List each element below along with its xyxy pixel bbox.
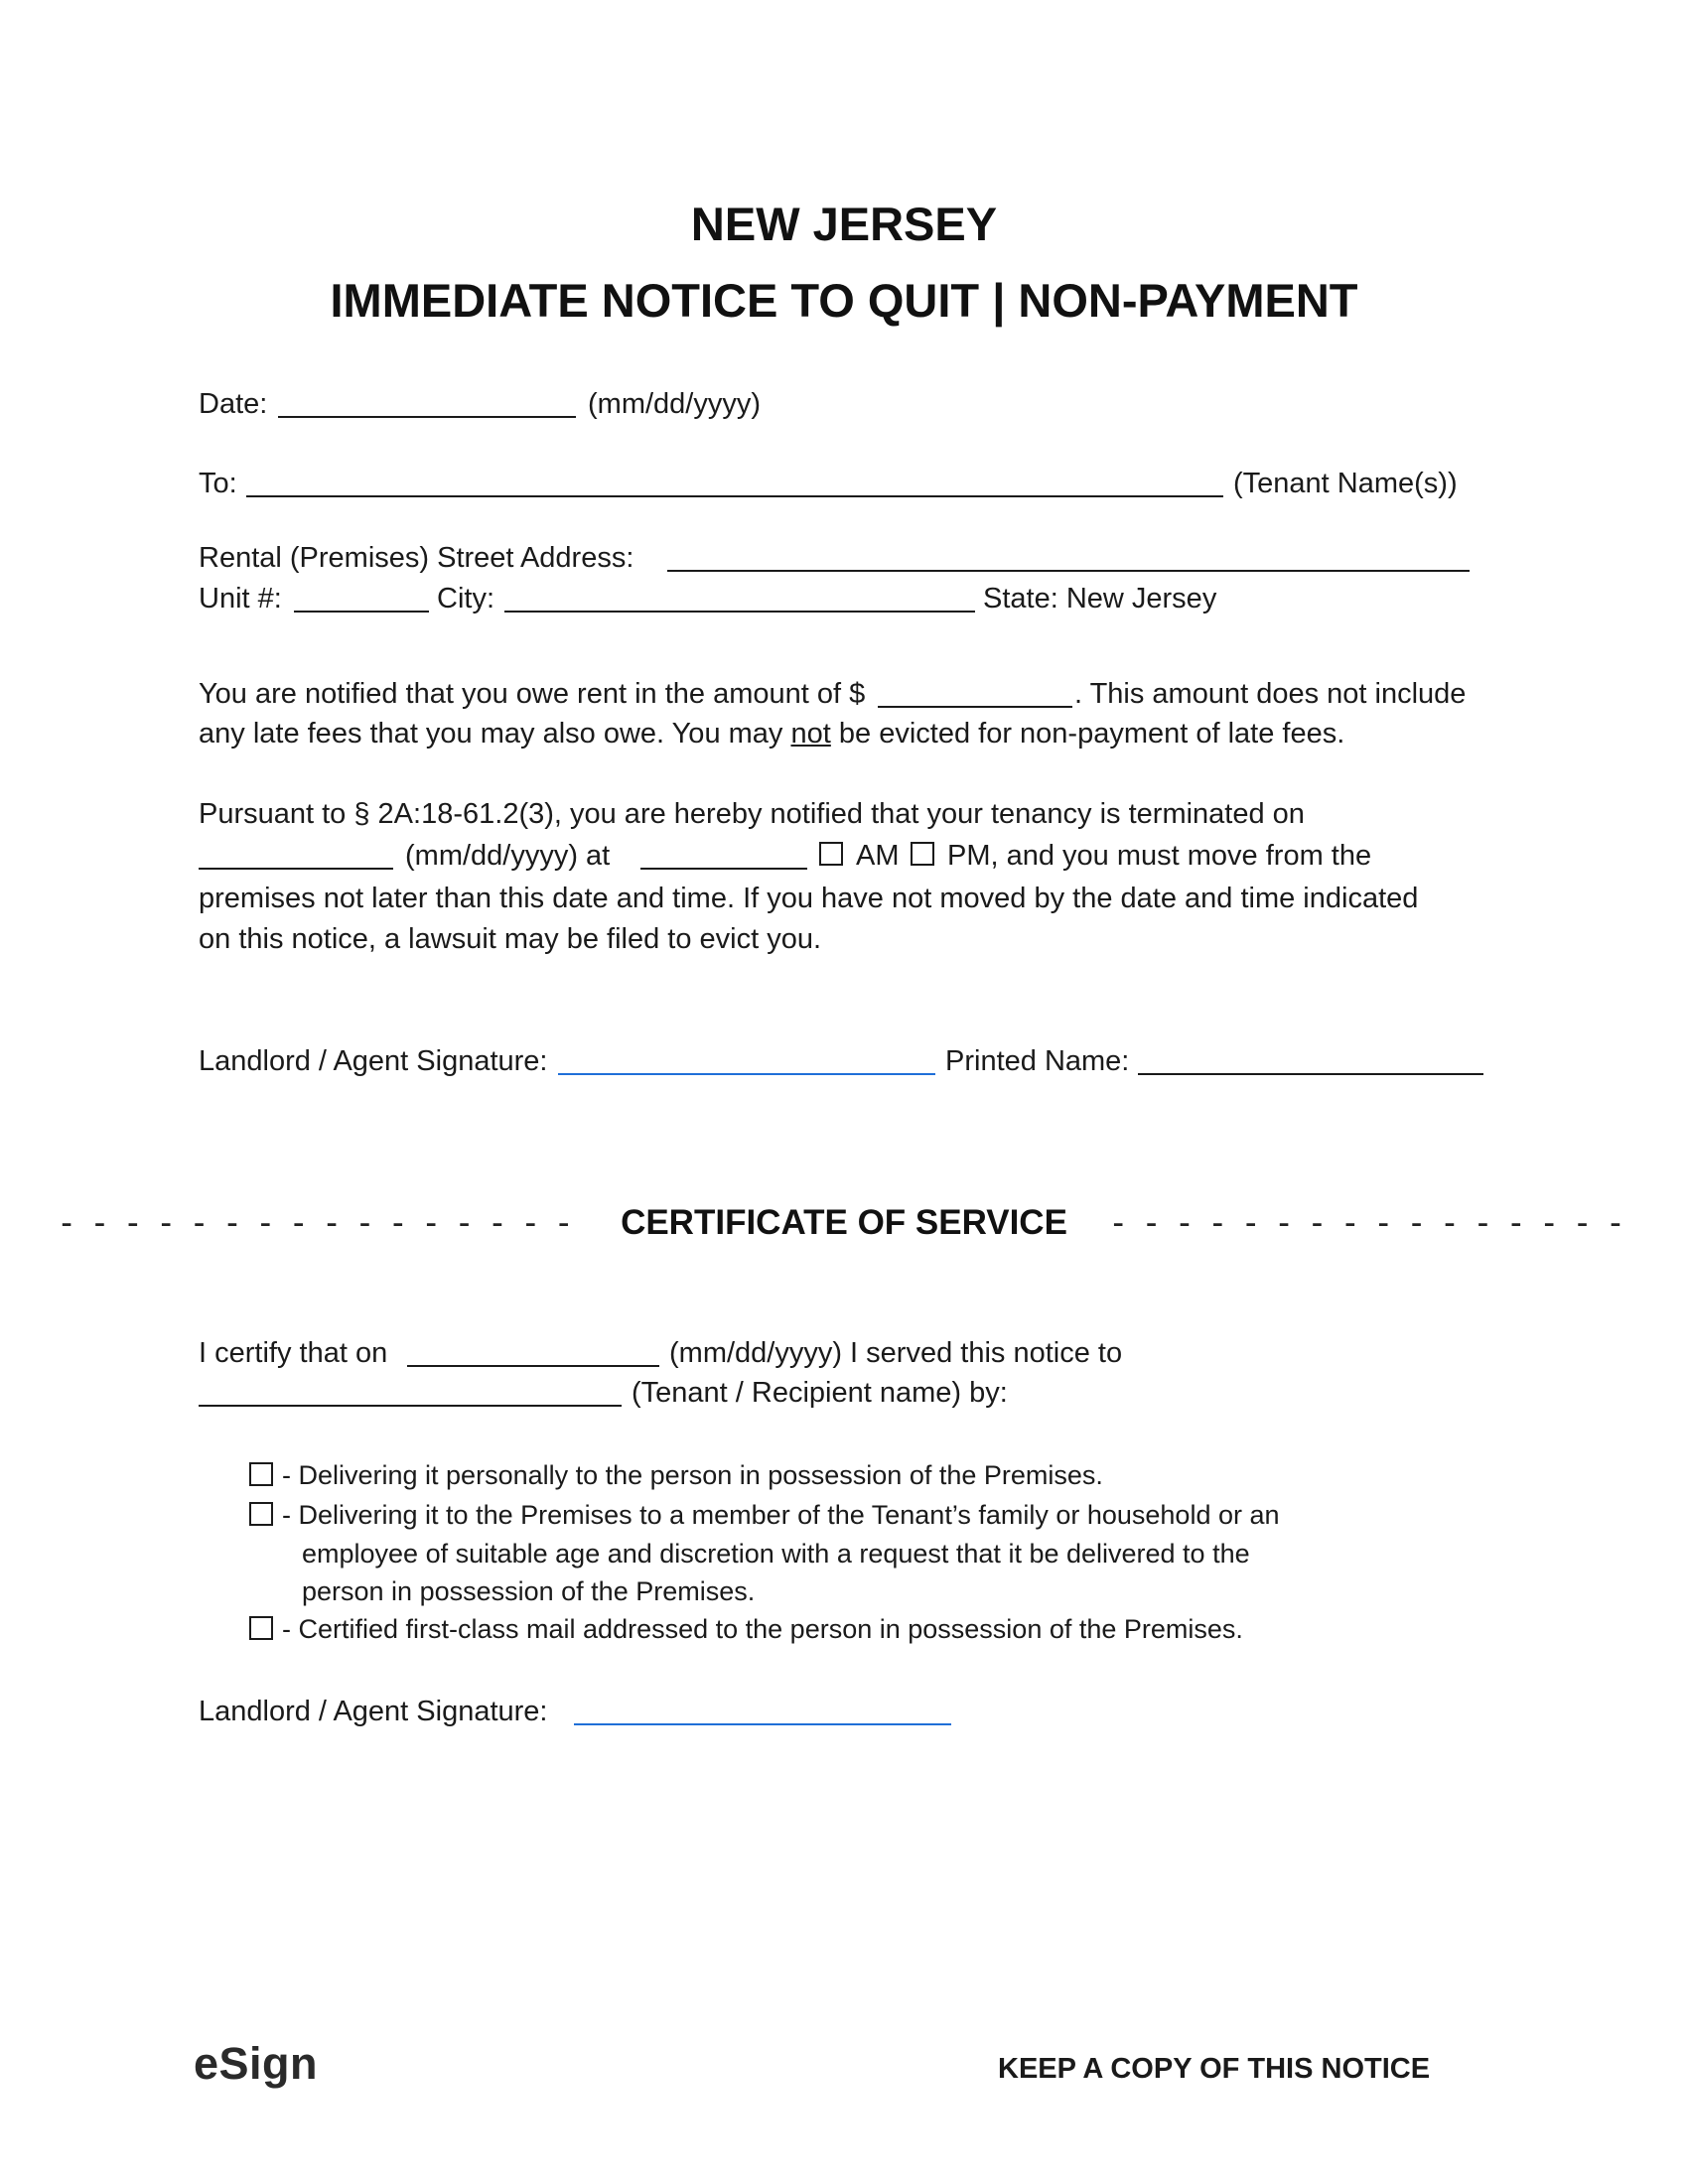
state-label: State: New Jersey (983, 583, 1217, 614)
document-title: IMMEDIATE NOTICE TO QUIT | NON-PAYMENT (330, 274, 1358, 327)
service-option-personal-text: - Delivering it personally to the person in possession of the Premises. (282, 1460, 1103, 1490)
service-option-household-text-2: employee of suitable age and discretion with a request that it be delivered to the (302, 1539, 1250, 1569)
termination-date-hint: (mm/dd/yyyy) at (405, 840, 611, 872)
esign-logo: eSign (194, 2038, 319, 2089)
rent-notice-text-a: You are notified that you owe rent in the amount of $ (199, 678, 866, 710)
date-hint: (mm/dd/yyyy) (588, 388, 761, 420)
termination-time-field[interactable] (640, 868, 807, 870)
printed-name-field[interactable] (1138, 1073, 1483, 1075)
certify-text-a: I certify that on (199, 1337, 388, 1369)
service-option-personal-checkbox[interactable] (249, 1462, 273, 1486)
am-checkbox[interactable] (819, 842, 843, 866)
termination-date-field[interactable] (199, 868, 393, 870)
recipient-name-hint: (Tenant / Recipient name) by: (632, 1377, 1008, 1409)
unit-label: Unit #: (199, 583, 282, 614)
city-label: City: (437, 583, 494, 614)
street-address-field[interactable] (667, 570, 1470, 572)
to-label: To: (199, 468, 237, 499)
dash-divider-right: - - - - - - - - - - - - - - - - (1112, 1203, 1627, 1242)
address-label: Rental (Premises) Street Address: (199, 542, 634, 574)
certificate-heading: CERTIFICATE OF SERVICE (621, 1203, 1067, 1242)
late-fees-text-b: be evicted for non-payment of late fees. (838, 718, 1345, 750)
landlord-signature-label: Landlord / Agent Signature: (199, 1045, 548, 1077)
not-emphasis: not (790, 718, 831, 750)
dash-divider-left: - - - - - - - - - - - - - - - - (61, 1203, 576, 1242)
date-label: Date: (199, 388, 268, 420)
am-label: AM (856, 840, 900, 872)
recipient-name-field[interactable] (199, 1405, 622, 1407)
service-option-household-text-1: - Delivering it to the Premises to a member of the Tenant’s family or household or an (282, 1500, 1280, 1530)
late-fees-text (199, 717, 1344, 751)
unit-field[interactable] (294, 611, 429, 613)
termination-text-line3: premises not later than this date and time. If you have not moved by the date and time indicated (199, 883, 1419, 914)
pm-label: PM, and you must move from the (947, 840, 1372, 872)
termination-text-line4: on this notice, a lawsuit may be filed to evict you. (199, 923, 822, 955)
service-option-mail-checkbox[interactable] (249, 1616, 273, 1640)
certificate-signature-field[interactable] (574, 1723, 951, 1725)
termination-text-line1: Pursuant to § 2A:18-61.2(3), you are hereby notified that your tenancy is terminated on (199, 798, 1305, 830)
service-date-field[interactable] (407, 1365, 659, 1367)
keep-copy-note: KEEP A COPY OF THIS NOTICE (998, 2053, 1431, 2085)
certificate-heading-row (0, 1203, 1688, 1243)
printed-name-label: Printed Name: (945, 1045, 1130, 1077)
rent-amount-field[interactable] (878, 706, 1072, 708)
service-option-household-text-3: person in possession of the Premises. (302, 1576, 756, 1606)
certificate-signature-label: Landlord / Agent Signature: (199, 1696, 548, 1727)
rent-notice-text-b: . This amount does not include (1074, 678, 1467, 710)
late-fees-text-a: any late fees that you may also owe. You may (199, 718, 783, 750)
certify-text-b: (mm/dd/yyyy) I served this notice to (669, 1337, 1123, 1369)
tenant-name-hint: (Tenant Name(s)) (1233, 468, 1458, 499)
city-field[interactable] (504, 611, 975, 613)
date-field[interactable] (278, 416, 576, 418)
service-option-household-checkbox[interactable] (249, 1502, 273, 1526)
service-option-mail-text: - Certified first-class mail addressed to the person in possession of the Premises. (282, 1614, 1243, 1644)
landlord-signature-field[interactable] (558, 1073, 935, 1075)
tenant-name-field[interactable] (246, 495, 1223, 497)
document-title-state: NEW JERSEY (690, 198, 998, 250)
pm-checkbox[interactable] (911, 842, 934, 866)
